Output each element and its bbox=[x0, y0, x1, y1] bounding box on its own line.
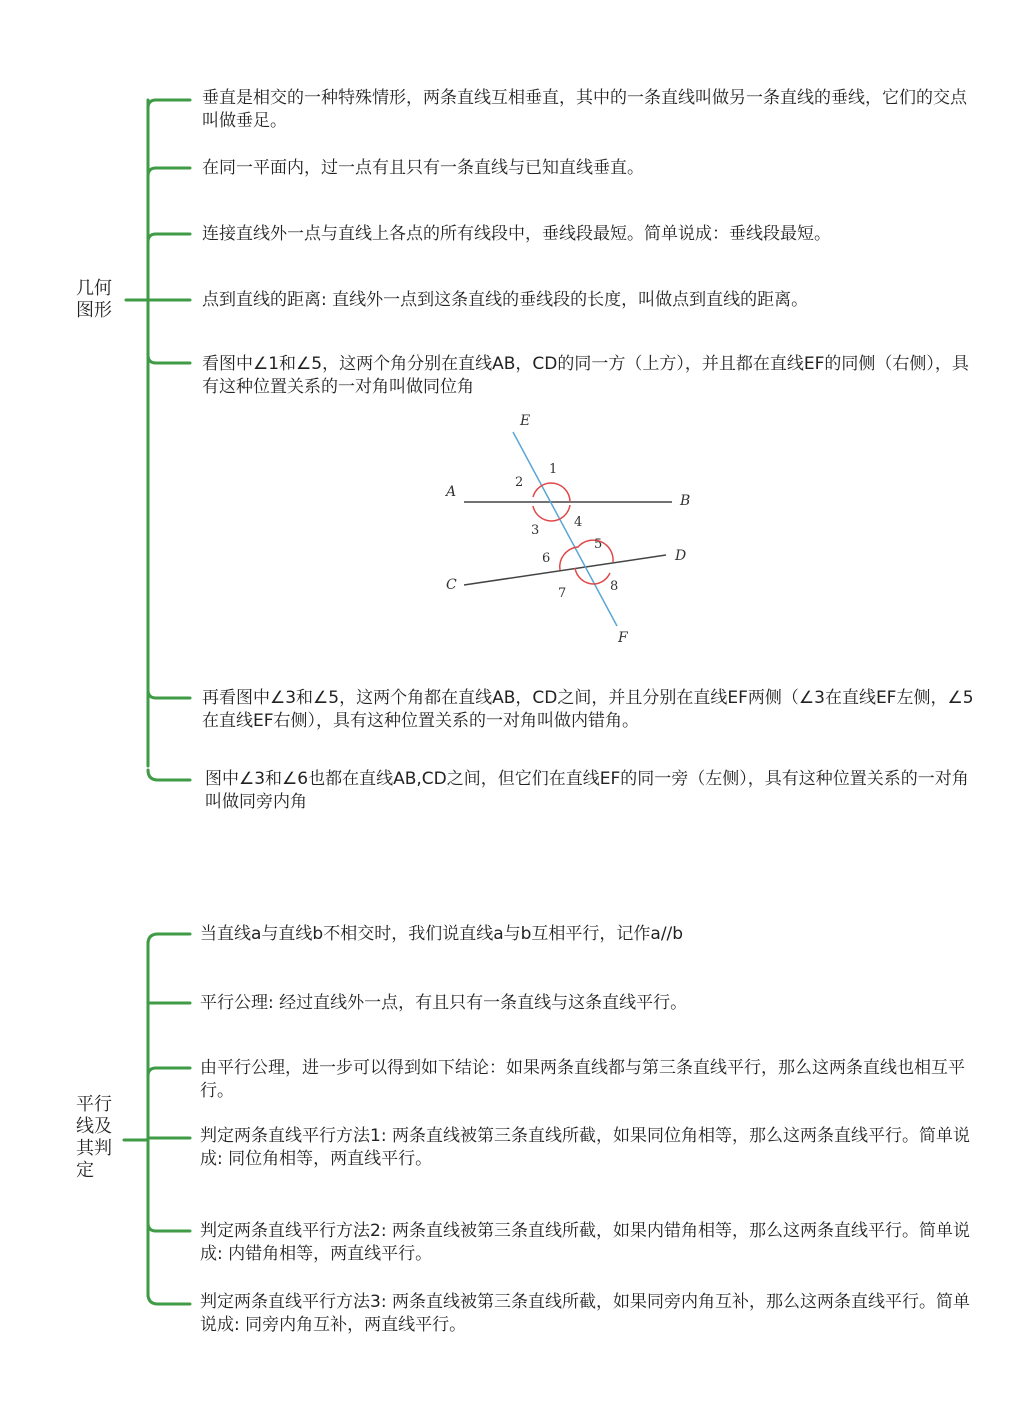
branch-2-1 bbox=[148, 934, 190, 944]
leaf-parallel-transitivity: 由平行公理，进一步可以得到如下结论：如果两条直线都与第三条直线平行，那么这两条直线也相互平行。 bbox=[200, 1058, 965, 1101]
root-label-line: 定 bbox=[76, 1160, 94, 1181]
root-label-line: 线及 bbox=[76, 1116, 112, 1137]
leaf-parallel-test-3: 判定两条直线平行方法3: 两条直线被第三条直线所截，如果同旁内角互补，那么这两条直线平行。简单说成: 同旁内角互补，两直线平行。 bbox=[200, 1292, 970, 1335]
root-node-geometry bbox=[76, 278, 112, 322]
leaf-alternate-interior-angles: 再看图中∠3和∠5，这两个角都在直线AB，CD之间，并且分别在直线EF两侧（∠3在直线EF左侧，∠5在直线EF右侧），具有这种位置关系的一对角叫做内错角。 bbox=[202, 688, 974, 731]
line-cd bbox=[464, 555, 666, 585]
leaf-shortest-segment: 连接直线外一点与直线上各点的所有线段中，垂线段最短。简单说成：垂线段最短。 bbox=[202, 224, 831, 244]
leaf-parallel-definition: 当直线a与直线b不相交时，我们说直线a与b互相平行，记作a//b bbox=[200, 924, 684, 944]
branch-1-3 bbox=[148, 234, 190, 242]
angle-label-2: 2 bbox=[515, 475, 524, 490]
branch-1-2 bbox=[148, 168, 190, 176]
angle-label-6: 6 bbox=[542, 551, 551, 566]
branch-2-5 bbox=[148, 1223, 190, 1231]
root-node-parallel-lines bbox=[76, 1094, 112, 1182]
branch-1-7 bbox=[148, 770, 190, 780]
root-label-line: 图形 bbox=[76, 300, 112, 321]
angle-label-4: 4 bbox=[574, 515, 583, 530]
leaf-parallel-test-2: 判定两条直线平行方法2: 两条直线被第三条直线所截，如果内错角相等，那么这两条直线平行。简单说成: 内错角相等，两直线平行。 bbox=[200, 1221, 970, 1264]
leaf-parallel-test-1: 判定两条直线平行方法1: 两条直线被第三条直线所截，如果同位角相等，那么这两条直线平行。简单说成: 同位角相等，两直线平行。 bbox=[200, 1126, 970, 1169]
angle-arc-upper bbox=[560, 540, 613, 570]
root-label-line: 其判 bbox=[76, 1138, 112, 1159]
branch-2-3 bbox=[148, 1068, 190, 1076]
branch-2-6 bbox=[148, 1294, 190, 1304]
transversal-figure bbox=[430, 405, 730, 655]
angle-label-5: 5 bbox=[594, 537, 603, 552]
label-f: F bbox=[618, 630, 628, 646]
leaf-perpendicular-definition: 垂直是相交的一种特殊情形，两条直线互相垂直，其中的一条直线叫做另一条直线的垂线，它们的交点叫做垂足。 bbox=[202, 88, 967, 131]
label-e: E bbox=[520, 413, 531, 429]
angle-arc-lower bbox=[533, 505, 570, 521]
leaf-point-line-distance: 点到直线的距离: 直线外一点到这条直线的垂线段的长度，叫做点到直线的距离。 bbox=[202, 290, 809, 310]
label-d: D bbox=[675, 548, 687, 564]
branch-1-6 bbox=[148, 690, 190, 698]
angle-label-3: 3 bbox=[531, 523, 540, 538]
label-c: C bbox=[446, 577, 457, 593]
angle-label-1: 1 bbox=[549, 462, 558, 477]
label-a: A bbox=[446, 484, 457, 500]
leaf-unique-perpendicular: 在同一平面内，过一点有且只有一条直线与已知直线垂直。 bbox=[202, 158, 644, 178]
root-label-line: 几何 bbox=[76, 278, 112, 299]
angle-label-7: 7 bbox=[558, 586, 567, 601]
angle-label-8: 8 bbox=[610, 579, 619, 594]
root-label-line: 平行 bbox=[76, 1094, 112, 1115]
angle-arc-upper bbox=[533, 483, 570, 502]
leaf-corresponding-angles: 看图中∠1和∠5，这两个角分别在直线AB，CD的同一方（上方），并且都在直线EF的同侧（右侧），具有这种位置关系的一对角叫做同位角 bbox=[202, 354, 969, 397]
branch-1-5 bbox=[148, 355, 190, 363]
leaf-parallel-axiom: 平行公理: 经过直线外一点，有且只有一条直线与这条直线平行。 bbox=[200, 993, 688, 1013]
leaf-consecutive-interior-angles: 图中∠3和∠6也都在直线AB,CD之间，但它们在直线EF的同一旁（左侧），具有这种位置关系的一对角叫做同旁内角 bbox=[205, 769, 969, 812]
branch-1-1 bbox=[148, 100, 190, 108]
label-b: B bbox=[680, 493, 691, 509]
